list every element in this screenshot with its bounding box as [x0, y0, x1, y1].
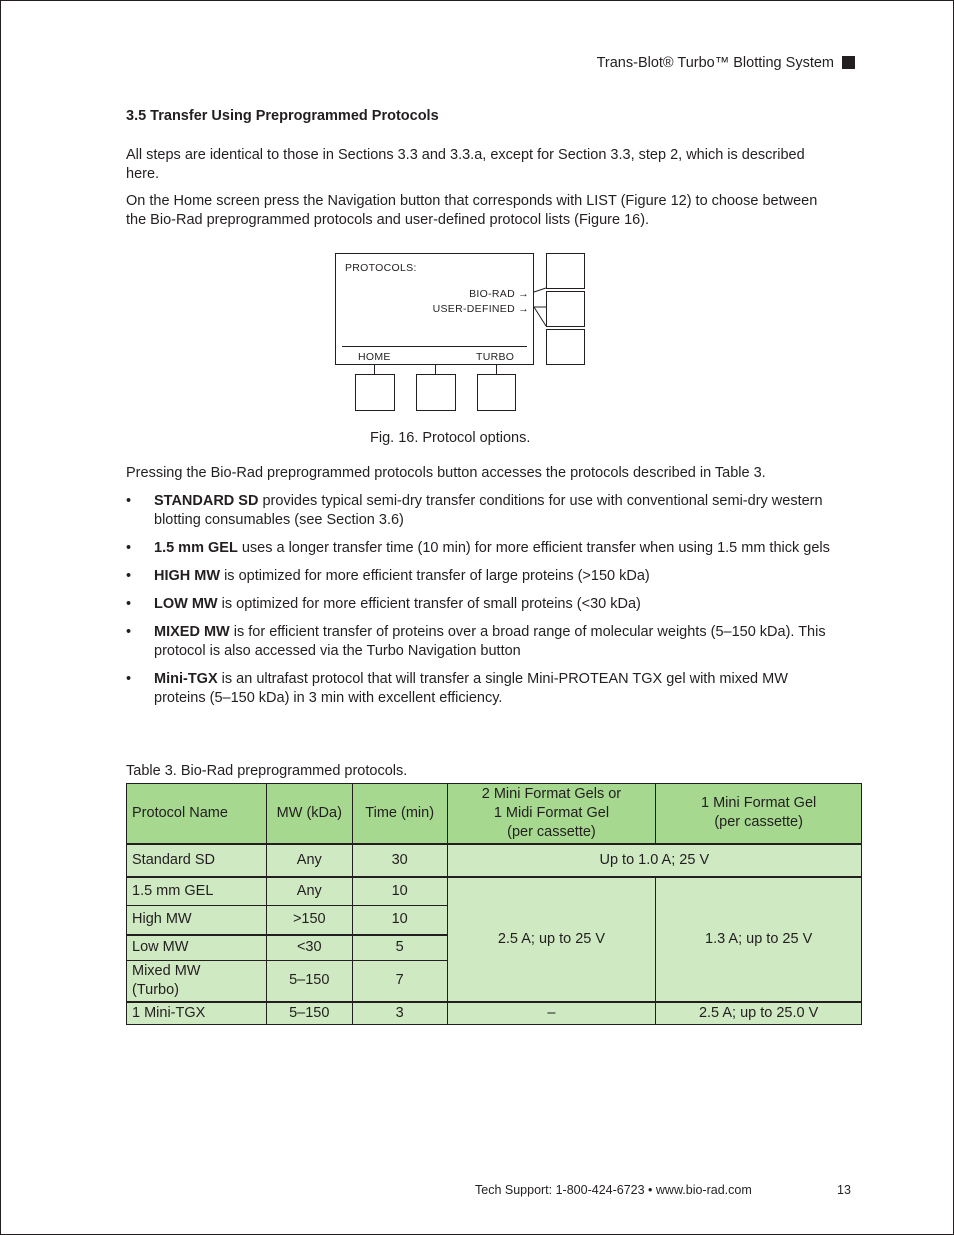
table-caption: Table 3. Bio-Rad preprogrammed protocols.	[126, 763, 408, 779]
header-square-mark	[842, 56, 855, 69]
bottom-connector-1	[374, 365, 375, 374]
header-mw: MW (kDa)	[266, 784, 352, 844]
bottom-connector-2	[435, 365, 436, 374]
table-row: High MW >150 10	[127, 906, 862, 935]
side-button-2	[546, 291, 585, 327]
bottom-button-home	[355, 374, 395, 411]
list-item: • LOW MW is optimized for more efficient transfer of small proteins (<30 kDa)	[126, 596, 641, 612]
header-protocol-name: Protocol Name	[127, 784, 267, 844]
screen-divider	[342, 346, 527, 347]
table-row: Mixed MW (Turbo) 5–150 7	[127, 961, 862, 1002]
table-row: Low MW <30 5	[127, 935, 862, 961]
protocols-paragraph: Pressing the Bio-Rad preprogrammed protocols button accesses the protocols described in Table 3.	[126, 465, 766, 481]
protocol-bullet-list	[126, 492, 836, 717]
side-button-3	[546, 329, 585, 365]
running-header: Trans-Blot® Turbo™ Blotting System	[596, 55, 834, 71]
side-connector-lines	[530, 285, 550, 330]
intro-paragraph: All steps are identical to those in Sections 3.3 and 3.3.a, except for Section 3.3, step 2, which is described here.	[126, 147, 805, 182]
shared-two-mini-cell: 2.5 A; up to 25 V	[447, 877, 656, 1002]
list-item: • MIXED MW is for efficient transfer of proteins over a broad range of molecular weights (5–150 kDa). This protocol is also accessed via the Turbo Navigation button	[126, 624, 826, 659]
softkey-turbo-label: TURBO	[476, 351, 515, 363]
table-header-row	[127, 784, 862, 844]
table-row: Standard SD Any 30 Up to 1.0 A; 25 V	[127, 844, 862, 877]
side-button-1	[546, 253, 585, 289]
bottom-button-middle	[416, 374, 456, 411]
softkey-home-label: HOME	[358, 351, 391, 363]
footer-support: Tech Support: 1-800-424-6723 • www.bio-rad.com	[475, 1183, 752, 1197]
option-user-defined: USER-DEFINED →	[432, 303, 529, 315]
navigation-paragraph: On the Home screen press the Navigation button that corresponds with LIST (Figure 12) to choose between the Bio-Rad preprogrammed protocols and user-defined protocol lists (Figure 16).	[126, 193, 818, 228]
list-item: • STANDARD SD provides typical semi-dry transfer conditions for use with conventional semi-dry western blotting consumables (see Section 3.6)	[126, 493, 823, 528]
device-screen	[335, 253, 534, 365]
header-one-mini: 1 Mini Format Gel (per cassette)	[656, 784, 862, 844]
header-time: Time (min)	[352, 784, 447, 844]
screen-title: PROTOCOLS:	[345, 262, 417, 274]
bottom-button-turbo	[477, 374, 516, 411]
protocols-table	[126, 783, 862, 1025]
list-item: • 1.5 mm GEL uses a longer transfer time (10 min) for more efficient transfer when using 1.5 mm thick gels	[126, 540, 830, 556]
shared-one-mini-cell: 1.3 A; up to 25 V	[656, 877, 862, 1002]
table-row: 1.5 mm GEL Any 10 2.5 A; up to 25 V 1.3 A; up to 25 V	[127, 877, 862, 906]
list-item: • HIGH MW is optimized for more efficient transfer of large proteins (>150 kDa)	[126, 568, 650, 584]
table-row: 1 Mini-TGX 5–150 3 – 2.5 A; up to 25.0 V	[127, 1002, 862, 1025]
page-number: 13	[837, 1183, 851, 1197]
section-heading: 3.5 Transfer Using Preprogrammed Protocols	[126, 108, 439, 124]
bottom-connector-3	[496, 365, 497, 374]
option-biorad: BIO-RAD →	[469, 288, 529, 300]
list-item: • Mini-TGX is an ultrafast protocol that will transfer a single Mini-PROTEAN TGX gel with mixed MW proteins (5–150 kDa) in 3 min with excellent efficiency.	[126, 671, 788, 706]
header-two-mini: 2 Mini Format Gels or 1 Midi Format Gel (per cassette)	[447, 784, 656, 844]
figure-caption: Fig. 16. Protocol options.	[370, 430, 531, 446]
